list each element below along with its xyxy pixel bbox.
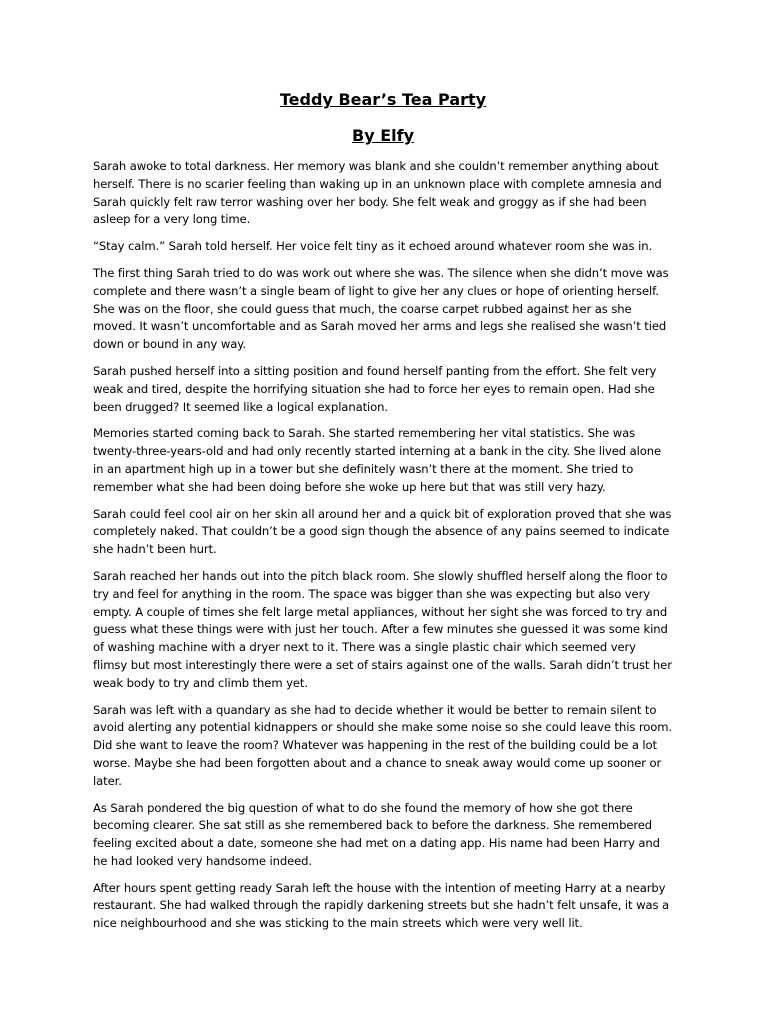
paragraph: The first thing Sarah tried to do was work out where she was. The silence when she didn’t move was complete and there wasn’t a single beam of light to give her any clues or hope of orienting herself. She was on the floor, she could guess that much, the coarse carpet rubbed against her as she moved. It wasn’t uncomfortable and as Sarah moved her arms and legs she realised she wasn’t tied down or bound in any way. (93, 265, 669, 352)
paragraph: Sarah could feel cool air on her skin all around her and a quick bit of exploration proved that she was completely naked. That couldn’t be a good sign though the absence of any pains seemed to indicate she hadn’t been hurt. (93, 506, 672, 557)
paragraph: Sarah pushed herself into a sitting position and found herself panting from the effort. She felt very weak and tired, despite the horrifying situation she had to force her eyes to remain open. Had she been drugged? It seemed like a logical explanation. (93, 363, 657, 414)
paragraph: Sarah was left with a quandary as she had to decide whether it would be better to remain silent to avoid alerting any potential kidnappers or should she make some noise so she could leave this room. Did she want to leave the room? Whatever was happening in the rest of the building could be a lot worse. Maybe she had been forgotten about and a chance to sneak away would come up sooner or later. (93, 702, 673, 788)
document-author: By Elfy (352, 126, 414, 145)
paragraph: “Stay calm.” Sarah told herself. Her voice felt tiny as it echoed around whatever room she was in. (93, 239, 653, 254)
document-page (93, 88, 673, 942)
paragraph: Sarah reached her hands out into the pitch black room. She slowly shuffled herself along the floor to try and feel for anything in the room. The space was bigger than she was expecting but also very empty. A couple of times she felt large metal appliances, without her sight she was forced to try and guess what these things were with just her touch. After a few minutes she guessed it was some kind of washing machine with a dryer next to it. There was a single plastic chair which seemed very flimsy but most interestingly there were a set of stairs against one of the walls. Sarah didn’t trust her weak body to try and climb them yet. (93, 568, 672, 690)
paragraph: After hours spent getting ready Sarah left the house with the intention of meeting Harry at a nearby restaurant. She had walked through the rapidly darkening streets but she hadn’t felt unsafe, it was a nice neighbourhood and she was sticking to the main streets which were very well lit. (93, 880, 670, 931)
paragraph: As Sarah pondered the big question of what to do she found the memory of how she got there becoming clearer. She sat still as she remembered back to before the darkness. She remembered feeling excited about a date, someone she had met on a dating app. His name had been Harry and he had looked very handsome indeed. (93, 800, 660, 868)
paragraph: Sarah awoke to total darkness. Her memory was blank and she couldn’t remember anything about herself. There is no scarier feeling than waking up in an unknown place with complete amnesia and Sarah quickly felt raw terror washing over her body. She felt weak and groggy as if she had been asleep for a very long time. (93, 159, 662, 227)
document-title: Teddy Bear’s Tea Party (279, 90, 487, 109)
paragraph: Memories started coming back to Sarah. She started remembering her vital statistics. She was twenty-three-years-old and had only recently started interning at a bank in the city. She lived alone in an apartment high up in a tower but she definitely wasn’t there at the moment. She tried to remember what she had been doing before she woke up here but that was still very hazy. (93, 426, 662, 494)
